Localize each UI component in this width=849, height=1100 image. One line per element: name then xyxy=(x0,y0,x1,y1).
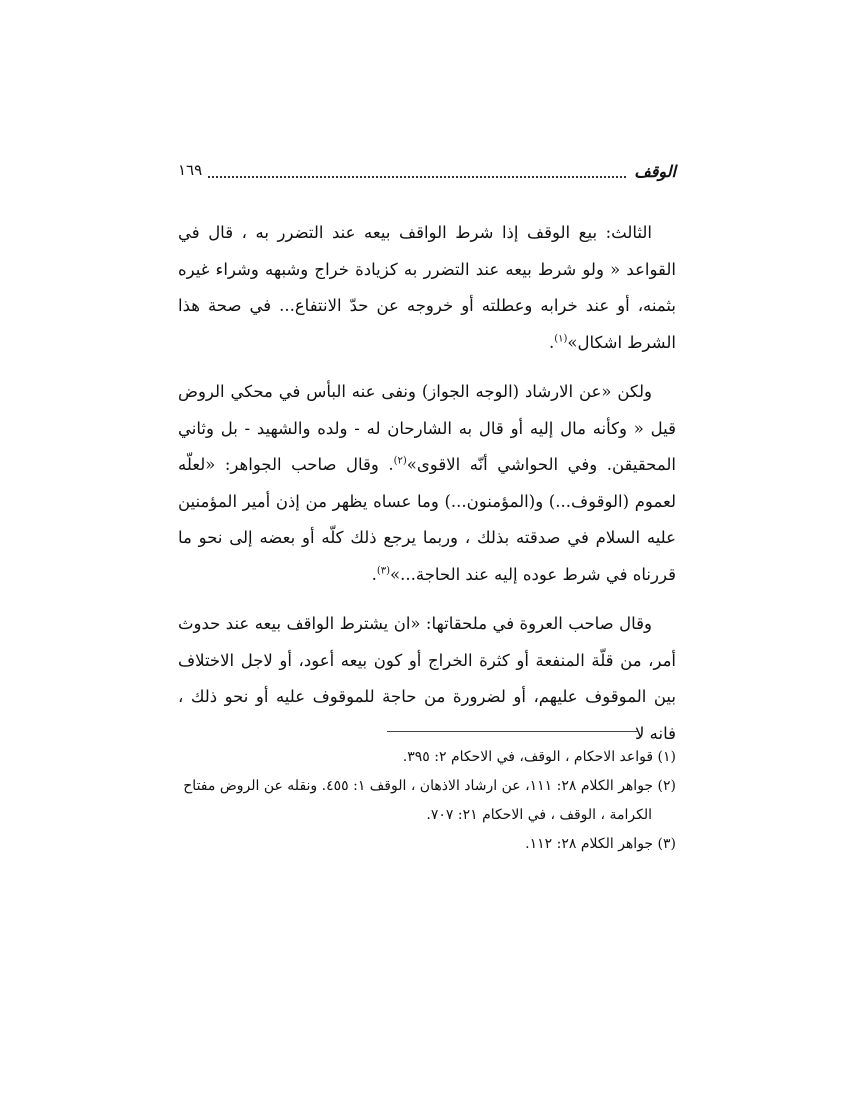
running-header xyxy=(178,158,676,188)
page-number: ١٦٩ xyxy=(178,161,203,179)
chapter-title: الوقف xyxy=(634,162,676,181)
footnote-ref: (٢) xyxy=(393,455,407,467)
header-dot-leader xyxy=(208,176,626,178)
footnote: (١) قواعد الاحكام ، الوقف، في الاحكام ٢: ٣٩٥. xyxy=(402,749,676,765)
footnote: (٢) جواهر الكلام ٢٨: ١١١، عن ارشاد الاذهان ، الوقف ١: ٤٥٥. ونقله عن الروض مفتاح الكرامة ، الوقف ، في الاحكام ٢١: ٧٠٧. xyxy=(178,772,676,830)
paragraph: وقال صاحب العروة في ملحقاتها: «ان يشترط الواقف بيعه عند حدوث أمر، من قلّة المنفعة أو كثرة الخراج أو كون بيعه أعود، أو لاجل الاختلاف بين الموقوف عليهم، أو لضرورة من حاجة للموقوف عليه أو نحو ذلك ، فانه لا xyxy=(178,614,676,743)
footnote: (٣) جواهر الكلام ٢٨: ١١٢. xyxy=(525,836,676,852)
paragraph: ولكن «عن الارشاد (الوجه الجواز) ونفى عنه البأس في محكي الروض قيل « وكأنه مال إليه أو قال به الشارحان له - ولده والشهيد - بل وثاني المحقيقن. وفي الحواشي أنّه الاقوى»$^{(٢)}$. وقال صاحب الجواهر: «لعلّه لعموم (الوقوف...) و(المؤمنون...) وما عساه يظهر من إذن أمير المؤمنين عليه السلام في صدقته بذلك ، وربما يرجع ذلك كلّه أو بعضه إلى نحو ما قررناه في شرط عوده إليه عند الحاجة...»$^{(٣)}$. xyxy=(178,382,676,584)
footnotes xyxy=(178,743,676,859)
footnote-ref: (٣) xyxy=(376,565,391,576)
footnote-separator xyxy=(387,731,639,732)
footnote-ref: (١) xyxy=(554,333,568,344)
footnote-continuation: الكرامة ، الوقف ، في الاحكام ٢١: ٧٠٧. xyxy=(426,807,652,823)
paragraph: الثالث: بيع الوقف إذا شرط الواقف بيعه عند التضرر به ، قال في القواعد « ولو شرط بيعه عند التضرر به كزيادة خراج وشبهه وشراء غيره بثمنه، أو عند خرابه وعطلته أو خروجه عن حدّ الانتفاع... في صحة هذا الشرط اشكال»$^{(١)}$. xyxy=(178,223,676,352)
main-text xyxy=(178,215,676,765)
